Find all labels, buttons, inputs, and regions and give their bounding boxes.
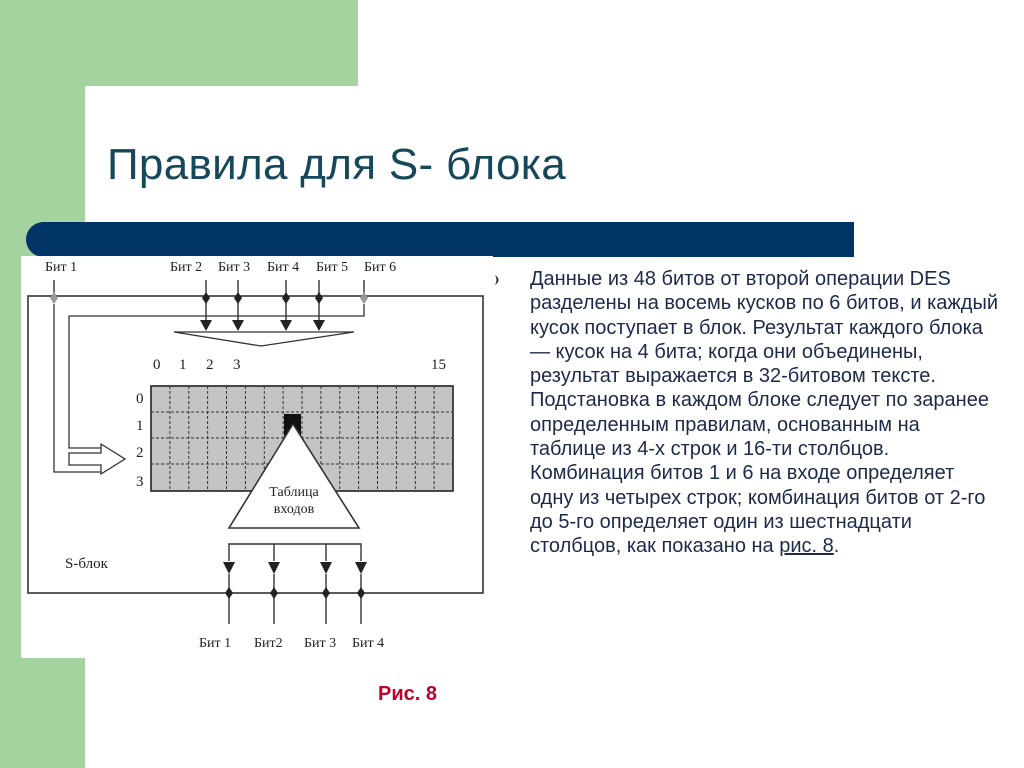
figure-caption: Рис. 8 <box>378 683 437 705</box>
table-label-line2: входов <box>273 502 315 517</box>
body-paragraph <box>530 267 1000 559</box>
row-label-1: 1 <box>136 418 144 434</box>
title-underline-bar <box>26 222 854 257</box>
row-label-2: 2 <box>136 445 144 461</box>
output-bit-4-label: Бит 4 <box>352 636 385 651</box>
bullet-icon <box>493 274 503 286</box>
input-bit-4-label: Бит 4 <box>267 260 300 275</box>
body-end: . <box>833 535 840 558</box>
slide-title: Правила для S- блока <box>107 140 567 189</box>
column-label-0: 0 <box>153 357 161 373</box>
green-top-band <box>0 0 358 86</box>
column-label-2: 2 <box>206 357 214 373</box>
table-label-line1: Таблица <box>269 485 319 500</box>
column-label-15: 15 <box>431 357 446 373</box>
input-bit-1-label: Бит 1 <box>45 260 78 275</box>
column-label-1: 1 <box>179 357 187 373</box>
input-bit-5-label: Бит 5 <box>316 260 349 275</box>
input-bit-6-label: Бит 6 <box>364 260 397 275</box>
figure-link[interactable]: рис. 8 <box>779 535 834 558</box>
output-bit-2-label: Бит2 <box>254 636 283 651</box>
output-bit-3-label: Бит 3 <box>304 636 337 651</box>
input-bit-2-label: Бит 2 <box>170 260 203 275</box>
output-bit-1-label: Бит 1 <box>199 636 232 651</box>
input-bit-3-label: Бит 3 <box>218 260 251 275</box>
column-label-3: 3 <box>233 357 241 373</box>
s-box-label: S-блок <box>65 556 108 572</box>
body-text: Данные из 48 битов от второй операции DES разделены на восемь кусков по 6 битов, и каждый кусок поступает в блок. Результат каждого блока — кусок на 4 бита; когда они объединены, результат выражается в 32-битовом тексте. Подстановка в каждом блоке следует по заранее определенным правилам, основанным на таблице из 4-х строк и 16-ти столбцов. Комбинация битов 1 и 6 на входе определяет одну из четырех строк; комбинация битов от 2-го до 5-го определяет один из шестнадцати столбцов, как показано на <box>530 268 999 558</box>
s-box-diagram <box>21 256 493 658</box>
row-label-0: 0 <box>136 391 144 407</box>
row-label-3: 3 <box>136 474 144 490</box>
